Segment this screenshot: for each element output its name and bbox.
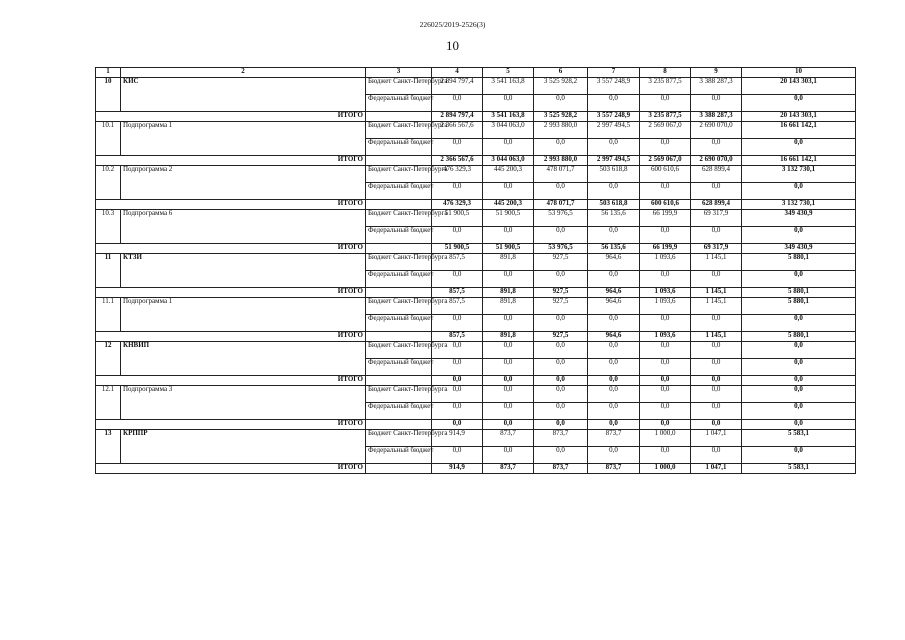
- value-cell: 0,0: [588, 386, 640, 403]
- header-cell: 9: [691, 68, 742, 78]
- value-cell: 0,0: [691, 95, 742, 112]
- value-cell: 964,6: [588, 298, 640, 315]
- value-cell: 0,0: [588, 342, 640, 359]
- header-cell: 7: [588, 68, 640, 78]
- total-value-cell: 1 093,6: [640, 288, 691, 298]
- funding-source: Бюджет Санкт-Петербурга: [366, 210, 432, 227]
- total-sum-cell: 5 880,1: [742, 288, 856, 298]
- total-value-cell: 3 044 063,0: [483, 156, 534, 166]
- row-number: 10.2: [96, 166, 121, 200]
- page-number: 10: [446, 38, 459, 53]
- value-cell: 1 145,1: [691, 298, 742, 315]
- value-cell: 857,5: [432, 254, 483, 271]
- table-row: [96, 254, 856, 271]
- total-value-cell: 0,0: [432, 420, 483, 430]
- total-sum-cell: 3 132 730,1: [742, 200, 856, 210]
- total-row: [96, 376, 856, 386]
- sum-cell: 0,0: [742, 271, 856, 288]
- total-value-cell: 503 618,8: [588, 200, 640, 210]
- funding-source: Федеральный бюджет: [366, 271, 432, 288]
- value-cell: 0,0: [588, 359, 640, 376]
- program-name: Подпрограмма 6: [121, 210, 366, 244]
- program-name: Подпрограмма 3: [121, 386, 366, 420]
- program-name: КНВИП: [121, 342, 366, 376]
- value-cell: 0,0: [432, 359, 483, 376]
- value-cell: 0,0: [691, 271, 742, 288]
- total-value-cell: 0,0: [691, 420, 742, 430]
- value-cell: 0,0: [432, 271, 483, 288]
- table-row: [96, 166, 856, 183]
- value-cell: 2 366 567,6: [432, 122, 483, 139]
- value-cell: 927,5: [534, 298, 588, 315]
- header-cell: 8: [640, 68, 691, 78]
- program-name: Подпрограмма 1: [121, 122, 366, 156]
- value-cell: 0,0: [432, 447, 483, 464]
- funding-source: Бюджет Санкт-Петербурга: [366, 254, 432, 271]
- row-number: 12.1: [96, 386, 121, 420]
- value-cell: 873,7: [483, 430, 534, 447]
- value-cell: 0,0: [588, 447, 640, 464]
- value-cell: 0,0: [534, 342, 588, 359]
- value-cell: 0,0: [534, 139, 588, 156]
- total-value-cell: 0,0: [432, 376, 483, 386]
- value-cell: 1 093,6: [640, 254, 691, 271]
- total-sum-cell: 0,0: [742, 376, 856, 386]
- value-cell: 0,0: [691, 227, 742, 244]
- value-cell: 0,0: [588, 227, 640, 244]
- value-cell: 478 071,7: [534, 166, 588, 183]
- value-cell: 0,0: [534, 386, 588, 403]
- value-cell: 0,0: [691, 359, 742, 376]
- total-sum-cell: 20 143 303,1: [742, 112, 856, 122]
- value-cell: 1 093,6: [640, 298, 691, 315]
- value-cell: 1 145,1: [691, 254, 742, 271]
- row-number: 11: [96, 254, 121, 288]
- value-cell: 1 000,0: [640, 430, 691, 447]
- total-source-empty: [366, 376, 432, 386]
- total-label: ИТОГО: [96, 288, 366, 298]
- total-value-cell: 0,0: [588, 420, 640, 430]
- value-cell: 56 135,6: [588, 210, 640, 227]
- value-cell: 51 900,5: [483, 210, 534, 227]
- total-sum-cell: 349 430,9: [742, 244, 856, 254]
- header-cell: 2: [121, 68, 366, 78]
- sum-cell: 16 661 142,1: [742, 122, 856, 139]
- total-value-cell: 964,6: [588, 332, 640, 342]
- value-cell: 2 993 880,0: [534, 122, 588, 139]
- total-value-cell: 2 997 494,5: [588, 156, 640, 166]
- total-value-cell: 2 569 067,0: [640, 156, 691, 166]
- funding-source: Федеральный бюджет: [366, 227, 432, 244]
- row-number: 13: [96, 430, 121, 464]
- total-value-cell: 0,0: [534, 376, 588, 386]
- total-value-cell: 873,7: [534, 464, 588, 474]
- total-label: ИТОГО: [96, 244, 366, 254]
- total-row: [96, 200, 856, 210]
- total-value-cell: 0,0: [640, 420, 691, 430]
- total-sum-cell: 5 880,1: [742, 332, 856, 342]
- value-cell: 0,0: [483, 315, 534, 332]
- total-source-empty: [366, 420, 432, 430]
- total-value-cell: 857,5: [432, 332, 483, 342]
- value-cell: 0,0: [640, 183, 691, 200]
- value-cell: 0,0: [534, 227, 588, 244]
- sum-cell: 0,0: [742, 386, 856, 403]
- value-cell: 3 388 287,3: [691, 78, 742, 95]
- total-row: [96, 244, 856, 254]
- total-value-cell: 53 976,5: [534, 244, 588, 254]
- total-value-cell: 0,0: [691, 376, 742, 386]
- budget-table: [95, 67, 856, 474]
- value-cell: 0,0: [691, 447, 742, 464]
- total-source-empty: [366, 288, 432, 298]
- value-cell: 0,0: [691, 386, 742, 403]
- value-cell: 873,7: [534, 430, 588, 447]
- total-value-cell: 3 235 877,5: [640, 112, 691, 122]
- value-cell: 0,0: [432, 342, 483, 359]
- sum-cell: 0,0: [742, 183, 856, 200]
- sum-cell: 0,0: [742, 447, 856, 464]
- funding-source: Бюджет Санкт-Петербурга: [366, 298, 432, 315]
- funding-source: Федеральный бюджет: [366, 139, 432, 156]
- budget-table-body: [96, 68, 856, 474]
- total-label: ИТОГО: [96, 420, 366, 430]
- row-number: 12: [96, 342, 121, 376]
- total-value-cell: 0,0: [640, 376, 691, 386]
- value-cell: 600 610,6: [640, 166, 691, 183]
- value-cell: 0,0: [640, 403, 691, 420]
- table-row: [96, 342, 856, 359]
- value-cell: 2 690 070,0: [691, 122, 742, 139]
- total-row: [96, 288, 856, 298]
- value-cell: 891,8: [483, 254, 534, 271]
- funding-source: Бюджет Санкт-Петербурга: [366, 342, 432, 359]
- value-cell: 0,0: [534, 359, 588, 376]
- value-cell: 0,0: [691, 403, 742, 420]
- sum-cell: 3 132 730,1: [742, 166, 856, 183]
- total-value-cell: 600 610,6: [640, 200, 691, 210]
- row-number: 10: [96, 78, 121, 112]
- total-value-cell: 56 135,6: [588, 244, 640, 254]
- total-sum-cell: 16 661 142,1: [742, 156, 856, 166]
- total-label: ИТОГО: [96, 464, 366, 474]
- program-name: Подпрограмма 2: [121, 166, 366, 200]
- sum-cell: 0,0: [742, 403, 856, 420]
- total-value-cell: 0,0: [588, 376, 640, 386]
- value-cell: 628 899,4: [691, 166, 742, 183]
- funding-source: Бюджет Санкт-Петербурга: [366, 122, 432, 139]
- total-value-cell: 2 690 070,0: [691, 156, 742, 166]
- total-value-cell: 3 541 163,8: [483, 112, 534, 122]
- total-value-cell: 3 525 928,2: [534, 112, 588, 122]
- header-cell: 1: [96, 68, 121, 78]
- value-cell: 927,5: [534, 254, 588, 271]
- total-value-cell: 2 894 797,4: [432, 112, 483, 122]
- value-cell: 0,0: [432, 227, 483, 244]
- value-cell: 476 329,3: [432, 166, 483, 183]
- total-source-empty: [366, 244, 432, 254]
- sum-cell: 0,0: [742, 342, 856, 359]
- value-cell: 0,0: [640, 315, 691, 332]
- row-number: 11.1: [96, 298, 121, 332]
- funding-source: Федеральный бюджет: [366, 359, 432, 376]
- total-source-empty: [366, 464, 432, 474]
- value-cell: 69 317,9: [691, 210, 742, 227]
- value-cell: 445 200,3: [483, 166, 534, 183]
- funding-source: Бюджет Санкт-Петербурга: [366, 386, 432, 403]
- value-cell: 3 541 163,8: [483, 78, 534, 95]
- value-cell: 0,0: [483, 342, 534, 359]
- value-cell: 3 557 248,9: [588, 78, 640, 95]
- value-cell: 0,0: [640, 227, 691, 244]
- header-cell: 6: [534, 68, 588, 78]
- value-cell: 2 997 494,5: [588, 122, 640, 139]
- total-value-cell: 891,8: [483, 332, 534, 342]
- value-cell: 0,0: [534, 447, 588, 464]
- value-cell: 0,0: [432, 183, 483, 200]
- value-cell: 0,0: [691, 139, 742, 156]
- total-value-cell: 66 199,9: [640, 244, 691, 254]
- total-sum-cell: 0,0: [742, 420, 856, 430]
- value-cell: 914,9: [432, 430, 483, 447]
- total-source-empty: [366, 156, 432, 166]
- value-cell: 873,7: [588, 430, 640, 447]
- table-row: [96, 210, 856, 227]
- value-cell: 0,0: [588, 403, 640, 420]
- total-value-cell: 0,0: [483, 376, 534, 386]
- value-cell: 0,0: [432, 403, 483, 420]
- value-cell: 0,0: [483, 183, 534, 200]
- sum-cell: 0,0: [742, 315, 856, 332]
- total-label: ИТОГО: [96, 200, 366, 210]
- total-label: ИТОГО: [96, 112, 366, 122]
- total-value-cell: 0,0: [534, 420, 588, 430]
- value-cell: 0,0: [432, 139, 483, 156]
- total-value-cell: 927,5: [534, 332, 588, 342]
- sum-cell: 0,0: [742, 139, 856, 156]
- total-value-cell: 964,6: [588, 288, 640, 298]
- value-cell: 0,0: [432, 95, 483, 112]
- program-name: КИС: [121, 78, 366, 112]
- value-cell: 0,0: [588, 95, 640, 112]
- sum-cell: 0,0: [742, 95, 856, 112]
- total-row: [96, 156, 856, 166]
- total-value-cell: 3 557 248,9: [588, 112, 640, 122]
- table-row: [96, 298, 856, 315]
- value-cell: 0,0: [483, 227, 534, 244]
- value-cell: 0,0: [588, 315, 640, 332]
- header-cell: 5: [483, 68, 534, 78]
- value-cell: 0,0: [691, 183, 742, 200]
- document-number: 226025/2019-2526(3): [419, 20, 486, 29]
- value-cell: 0,0: [588, 139, 640, 156]
- total-value-cell: 2 993 880,0: [534, 156, 588, 166]
- total-value-cell: 51 900,5: [483, 244, 534, 254]
- value-cell: 503 618,8: [588, 166, 640, 183]
- total-value-cell: 891,8: [483, 288, 534, 298]
- total-value-cell: 2 366 567,6: [432, 156, 483, 166]
- total-label: ИТОГО: [96, 376, 366, 386]
- value-cell: 0,0: [534, 315, 588, 332]
- funding-source: Федеральный бюджет: [366, 95, 432, 112]
- value-cell: 51 900,5: [432, 210, 483, 227]
- value-cell: 66 199,9: [640, 210, 691, 227]
- value-cell: 53 976,5: [534, 210, 588, 227]
- value-cell: 0,0: [483, 386, 534, 403]
- row-number: 10.3: [96, 210, 121, 244]
- value-cell: 1 047,1: [691, 430, 742, 447]
- value-cell: 0,0: [432, 315, 483, 332]
- total-value-cell: 0,0: [483, 420, 534, 430]
- sum-cell: 0,0: [742, 227, 856, 244]
- value-cell: 0,0: [640, 359, 691, 376]
- value-cell: 0,0: [483, 271, 534, 288]
- value-cell: 0,0: [691, 315, 742, 332]
- total-source-empty: [366, 112, 432, 122]
- total-value-cell: 1 145,1: [691, 288, 742, 298]
- program-name: Подпрограмма 1: [121, 298, 366, 332]
- total-value-cell: 1 000,0: [640, 464, 691, 474]
- total-value-cell: 1 145,1: [691, 332, 742, 342]
- value-cell: 0,0: [534, 95, 588, 112]
- total-row: [96, 420, 856, 430]
- value-cell: 857,5: [432, 298, 483, 315]
- value-cell: 0,0: [588, 183, 640, 200]
- table-row: [96, 430, 856, 447]
- total-source-empty: [366, 332, 432, 342]
- funding-source: Федеральный бюджет: [366, 403, 432, 420]
- value-cell: 0,0: [640, 386, 691, 403]
- sum-cell: 5 880,1: [742, 298, 856, 315]
- value-cell: 2 569 067,0: [640, 122, 691, 139]
- program-name: КТЗИ: [121, 254, 366, 288]
- total-label: ИТОГО: [96, 156, 366, 166]
- value-cell: 2 894 797,4: [432, 78, 483, 95]
- total-value-cell: 476 329,3: [432, 200, 483, 210]
- value-cell: 0,0: [640, 139, 691, 156]
- program-name: КРППР: [121, 430, 366, 464]
- table-row: [96, 386, 856, 403]
- total-value-cell: 873,7: [588, 464, 640, 474]
- value-cell: 0,0: [483, 403, 534, 420]
- total-label: ИТОГО: [96, 332, 366, 342]
- sum-cell: 5 583,1: [742, 430, 856, 447]
- table-row: [96, 122, 856, 139]
- total-value-cell: 857,5: [432, 288, 483, 298]
- value-cell: 0,0: [640, 342, 691, 359]
- total-value-cell: 69 317,9: [691, 244, 742, 254]
- value-cell: 0,0: [640, 95, 691, 112]
- total-value-cell: 445 200,3: [483, 200, 534, 210]
- table-row: [96, 78, 856, 95]
- funding-source: Бюджет Санкт-Петербурга: [366, 166, 432, 183]
- sum-cell: 0,0: [742, 359, 856, 376]
- value-cell: 0,0: [640, 271, 691, 288]
- funding-source: Бюджет Санкт-Петербурга: [366, 78, 432, 95]
- value-cell: 3 525 928,2: [534, 78, 588, 95]
- value-cell: 964,6: [588, 254, 640, 271]
- value-cell: 0,0: [534, 271, 588, 288]
- total-row: [96, 332, 856, 342]
- sum-cell: 20 143 303,1: [742, 78, 856, 95]
- total-value-cell: 1 093,6: [640, 332, 691, 342]
- total-row: [96, 464, 856, 474]
- value-cell: 0,0: [534, 183, 588, 200]
- total-value-cell: 1 047,1: [691, 464, 742, 474]
- value-cell: 3 235 877,5: [640, 78, 691, 95]
- table-header-row: [96, 68, 856, 78]
- value-cell: 891,8: [483, 298, 534, 315]
- total-value-cell: 478 071,7: [534, 200, 588, 210]
- row-number: 10.1: [96, 122, 121, 156]
- header-cell: 4: [432, 68, 483, 78]
- value-cell: 0,0: [588, 271, 640, 288]
- funding-source: Федеральный бюджет: [366, 183, 432, 200]
- value-cell: 0,0: [483, 447, 534, 464]
- header-cell: 10: [742, 68, 856, 78]
- funding-source: Бюджет Санкт-Петербурга: [366, 430, 432, 447]
- total-value-cell: 628 899,4: [691, 200, 742, 210]
- total-row: [96, 112, 856, 122]
- value-cell: 0,0: [534, 403, 588, 420]
- value-cell: 0,0: [432, 386, 483, 403]
- header-cell: 3: [366, 68, 432, 78]
- value-cell: 0,0: [640, 447, 691, 464]
- total-value-cell: 3 388 287,3: [691, 112, 742, 122]
- total-value-cell: 873,7: [483, 464, 534, 474]
- value-cell: 0,0: [483, 95, 534, 112]
- total-source-empty: [366, 200, 432, 210]
- value-cell: 0,0: [483, 139, 534, 156]
- funding-source: Федеральный бюджет: [366, 315, 432, 332]
- value-cell: 3 044 063,0: [483, 122, 534, 139]
- sum-cell: 5 880,1: [742, 254, 856, 271]
- sum-cell: 349 430,9: [742, 210, 856, 227]
- total-value-cell: 914,9: [432, 464, 483, 474]
- total-value-cell: 927,5: [534, 288, 588, 298]
- funding-source: Федеральный бюджет: [366, 447, 432, 464]
- value-cell: 0,0: [483, 359, 534, 376]
- total-value-cell: 51 900,5: [432, 244, 483, 254]
- total-sum-cell: 5 583,1: [742, 464, 856, 474]
- value-cell: 0,0: [691, 342, 742, 359]
